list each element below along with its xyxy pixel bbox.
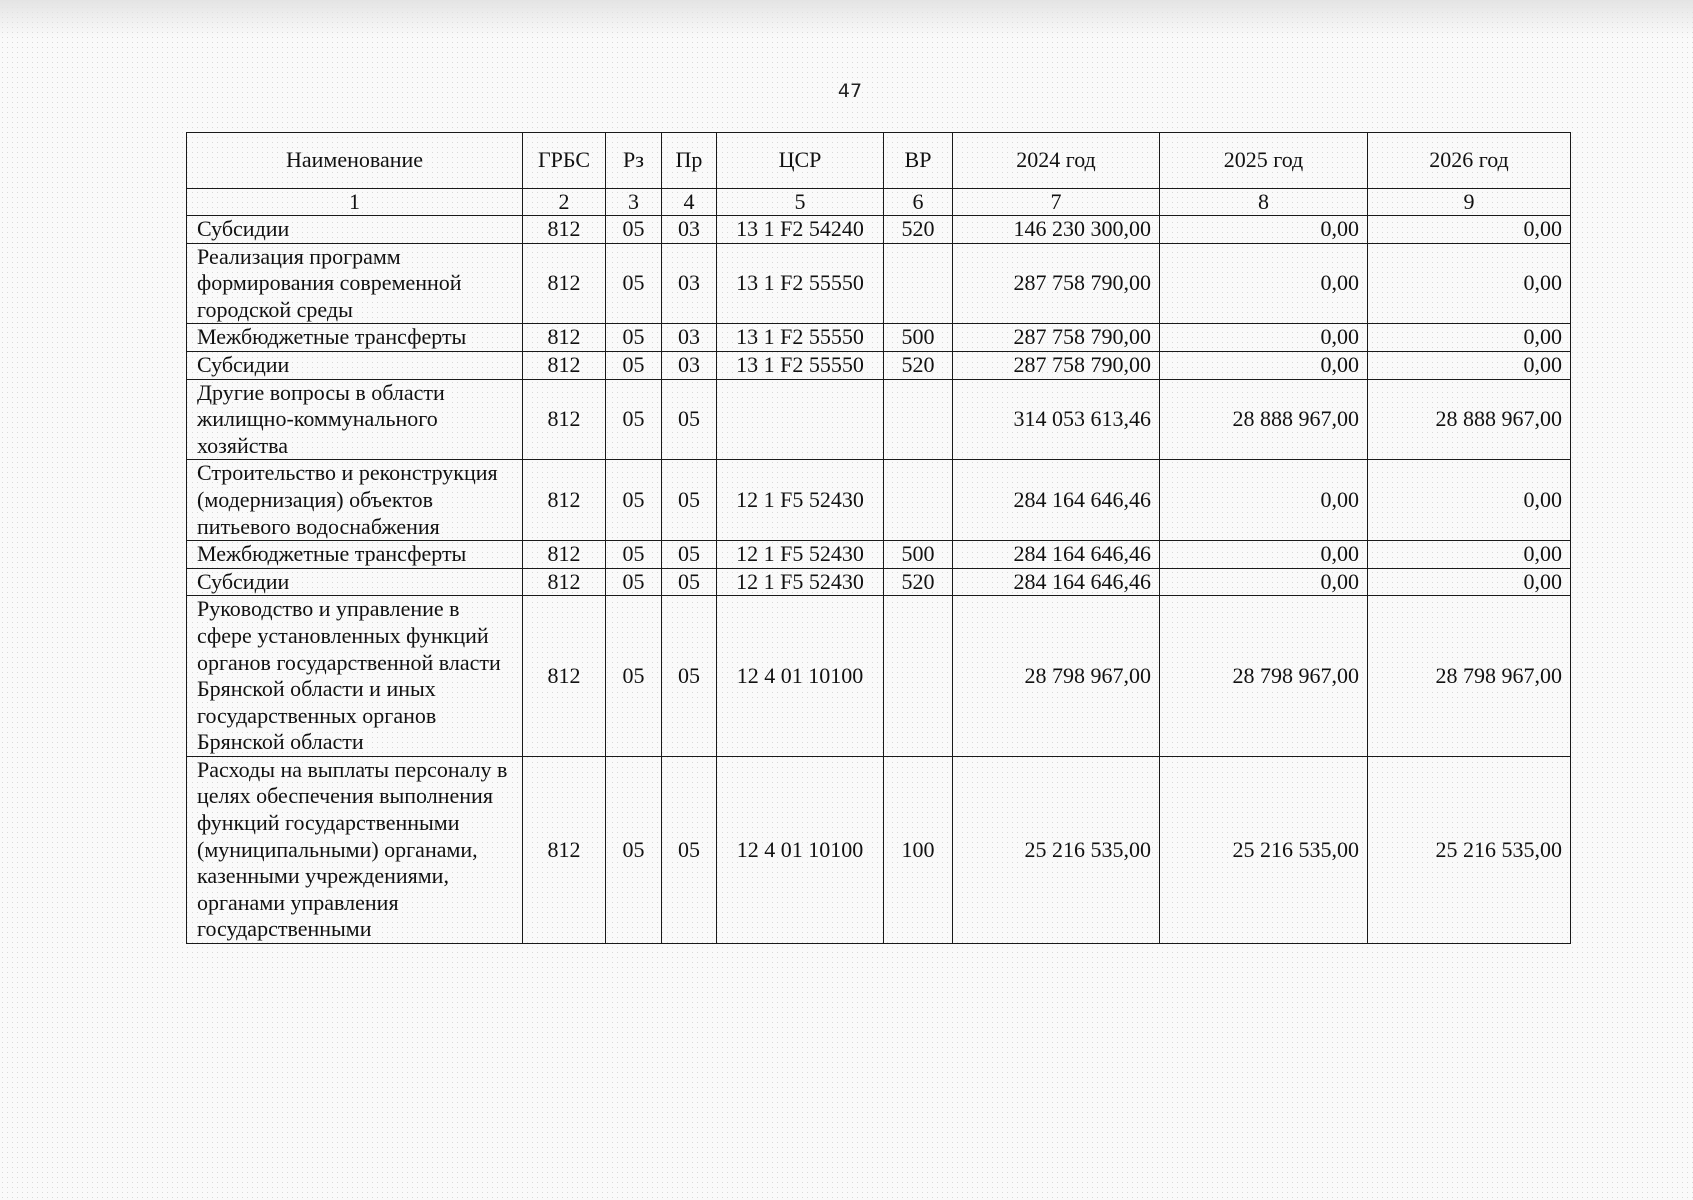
column-number-row <box>187 189 1571 216</box>
row-vr: 500 <box>884 324 953 352</box>
row-grbs: 812 <box>523 243 606 324</box>
page-number: 47 <box>837 80 863 102</box>
header-row <box>187 133 1571 189</box>
row-pr: 05 <box>662 379 717 460</box>
row-grbs: 812 <box>523 568 606 596</box>
table-row <box>187 596 1571 757</box>
row-vr: 520 <box>884 216 953 244</box>
row-amount-2025: 0,00 <box>1160 351 1368 379</box>
row-grbs: 812 <box>523 216 606 244</box>
header-vr: ВР <box>884 133 953 189</box>
column-number: 8 <box>1160 189 1368 216</box>
header-pr: Пр <box>662 133 717 189</box>
table-row <box>187 379 1571 460</box>
row-amount-2024: 284 164 646,46 <box>953 568 1160 596</box>
row-name: Расходы на выплаты персоналу в целях обеспечения выполнения функций государственными (муниципальными) органами, казенными учреждениями, органами управления государственными <box>187 756 523 943</box>
row-amount-2026: 28 888 967,00 <box>1368 379 1571 460</box>
row-amount-2025: 0,00 <box>1160 460 1368 541</box>
row-csr: 12 1 F5 52430 <box>717 541 884 569</box>
row-csr: 12 4 01 10100 <box>717 596 884 757</box>
row-amount-2024: 284 164 646,46 <box>953 541 1160 569</box>
row-vr: 500 <box>884 541 953 569</box>
row-vr <box>884 243 953 324</box>
row-amount-2026: 0,00 <box>1368 351 1571 379</box>
row-rz: 05 <box>606 596 662 757</box>
header-2024: 2024 год <box>953 133 1160 189</box>
row-csr: 12 1 F5 52430 <box>717 568 884 596</box>
row-name: Реализация программ формирования современной городской среды <box>187 243 523 324</box>
column-number: 2 <box>523 189 606 216</box>
header-grbs: ГРБС <box>523 133 606 189</box>
row-rz: 05 <box>606 541 662 569</box>
row-name: Субсидии <box>187 216 523 244</box>
row-grbs: 812 <box>523 379 606 460</box>
row-vr: 520 <box>884 568 953 596</box>
row-rz: 05 <box>606 568 662 596</box>
row-rz: 05 <box>606 216 662 244</box>
row-amount-2025: 28 798 967,00 <box>1160 596 1368 757</box>
row-name: Другие вопросы в области жилищно-коммунального хозяйства <box>187 379 523 460</box>
row-pr: 05 <box>662 596 717 757</box>
row-pr: 03 <box>662 324 717 352</box>
column-number: 1 <box>187 189 523 216</box>
row-rz: 05 <box>606 460 662 541</box>
row-amount-2025: 0,00 <box>1160 541 1368 569</box>
budget-table <box>186 132 1571 944</box>
row-amount-2024: 284 164 646,46 <box>953 460 1160 541</box>
table-row <box>187 460 1571 541</box>
row-name: Строительство и реконструкция (модернизация) объектов питьевого водоснабжения <box>187 460 523 541</box>
row-pr: 05 <box>662 568 717 596</box>
row-grbs: 812 <box>523 324 606 352</box>
column-number: 4 <box>662 189 717 216</box>
row-amount-2024: 287 758 790,00 <box>953 243 1160 324</box>
row-vr: 100 <box>884 756 953 943</box>
row-name: Субсидии <box>187 351 523 379</box>
row-amount-2026: 0,00 <box>1368 568 1571 596</box>
row-grbs: 812 <box>523 756 606 943</box>
row-rz: 05 <box>606 243 662 324</box>
row-amount-2026: 28 798 967,00 <box>1368 596 1571 757</box>
row-rz: 05 <box>606 351 662 379</box>
row-pr: 03 <box>662 243 717 324</box>
row-name: Межбюджетные трансферты <box>187 324 523 352</box>
row-vr <box>884 596 953 757</box>
row-name: Субсидии <box>187 568 523 596</box>
row-pr: 05 <box>662 756 717 943</box>
row-rz: 05 <box>606 324 662 352</box>
row-amount-2026: 0,00 <box>1368 243 1571 324</box>
row-vr: 520 <box>884 351 953 379</box>
row-rz: 05 <box>606 756 662 943</box>
row-amount-2025: 0,00 <box>1160 568 1368 596</box>
row-pr: 03 <box>662 351 717 379</box>
row-grbs: 812 <box>523 351 606 379</box>
row-csr <box>717 379 884 460</box>
row-csr: 13 1 F2 55550 <box>717 351 884 379</box>
header-2025: 2025 год <box>1160 133 1368 189</box>
header-csr: ЦСР <box>717 133 884 189</box>
row-amount-2025: 0,00 <box>1160 243 1368 324</box>
row-csr: 12 4 01 10100 <box>717 756 884 943</box>
row-amount-2026: 25 216 535,00 <box>1368 756 1571 943</box>
table-row <box>187 243 1571 324</box>
row-amount-2024: 146 230 300,00 <box>953 216 1160 244</box>
row-amount-2026: 0,00 <box>1368 460 1571 541</box>
row-amount-2025: 25 216 535,00 <box>1160 756 1368 943</box>
row-name: Межбюджетные трансферты <box>187 541 523 569</box>
row-amount-2026: 0,00 <box>1368 324 1571 352</box>
column-number: 9 <box>1368 189 1571 216</box>
row-amount-2024: 287 758 790,00 <box>953 324 1160 352</box>
row-pr: 05 <box>662 460 717 541</box>
table-row <box>187 756 1571 943</box>
row-vr <box>884 379 953 460</box>
table-row <box>187 324 1571 352</box>
row-csr: 13 1 F2 55550 <box>717 243 884 324</box>
row-pr: 05 <box>662 541 717 569</box>
row-amount-2025: 28 888 967,00 <box>1160 379 1368 460</box>
row-amount-2024: 314 053 613,46 <box>953 379 1160 460</box>
row-amount-2026: 0,00 <box>1368 216 1571 244</box>
row-amount-2024: 28 798 967,00 <box>953 596 1160 757</box>
column-number: 3 <box>606 189 662 216</box>
row-name: Руководство и управление в сфере установленных функций органов государственной власти Брянской области и иных государственных органов Брянской области <box>187 596 523 757</box>
scan-edge <box>0 0 1693 38</box>
column-number: 5 <box>717 189 884 216</box>
row-csr: 12 1 F5 52430 <box>717 460 884 541</box>
row-amount-2026: 0,00 <box>1368 541 1571 569</box>
row-grbs: 812 <box>523 596 606 757</box>
table-row <box>187 216 1571 244</box>
row-amount-2025: 0,00 <box>1160 324 1368 352</box>
column-number: 6 <box>884 189 953 216</box>
table-row <box>187 541 1571 569</box>
row-rz: 05 <box>606 379 662 460</box>
row-pr: 03 <box>662 216 717 244</box>
row-amount-2025: 0,00 <box>1160 216 1368 244</box>
header-rz: Рз <box>606 133 662 189</box>
row-amount-2024: 287 758 790,00 <box>953 351 1160 379</box>
table-row <box>187 568 1571 596</box>
header-2026: 2026 год <box>1368 133 1571 189</box>
row-grbs: 812 <box>523 460 606 541</box>
row-csr: 13 1 F2 55550 <box>717 324 884 352</box>
header-name: Наименование <box>187 133 523 189</box>
row-vr <box>884 460 953 541</box>
row-amount-2024: 25 216 535,00 <box>953 756 1160 943</box>
row-csr: 13 1 F2 54240 <box>717 216 884 244</box>
table-row <box>187 351 1571 379</box>
column-number: 7 <box>953 189 1160 216</box>
row-grbs: 812 <box>523 541 606 569</box>
